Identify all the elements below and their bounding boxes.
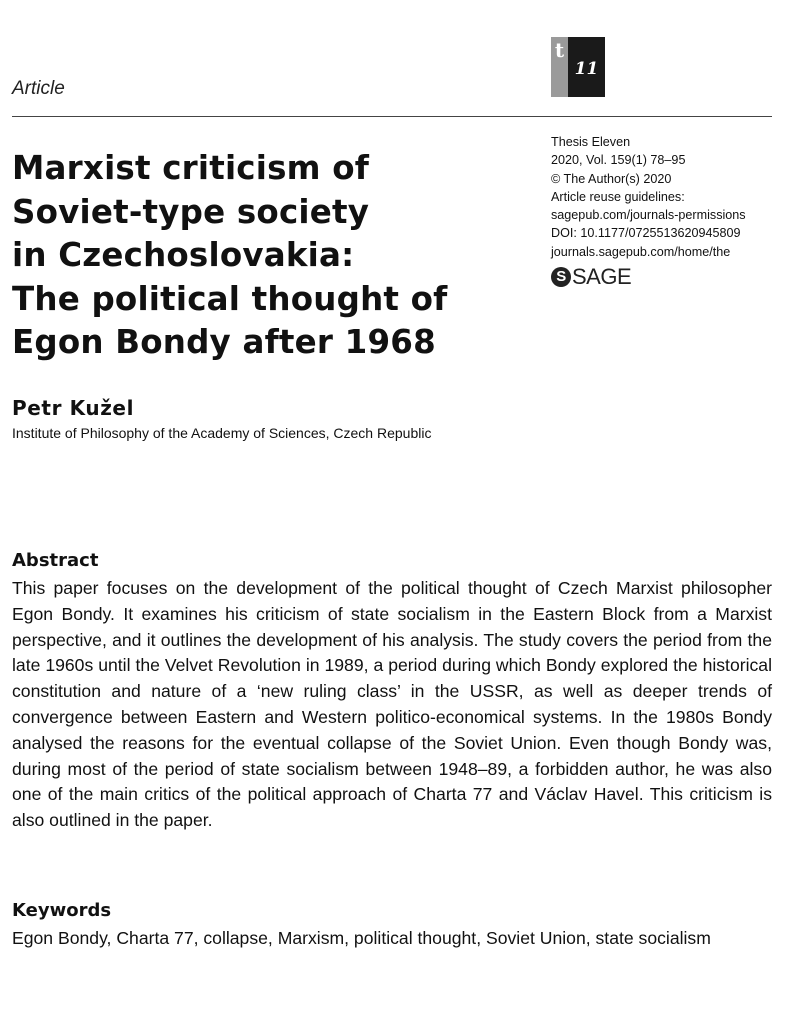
logo-number: 11 (568, 37, 605, 97)
author-name: Petr Kužel (12, 396, 135, 420)
copyright: © The Author(s) 2020 (551, 171, 672, 186)
journal-info (551, 133, 791, 261)
publisher-logo (551, 264, 631, 290)
keywords-text: Egon Bondy, Charta 77, collapse, Marxism, political thought, Soviet Union, state socialism (12, 928, 711, 948)
keywords-heading: Keywords (12, 900, 112, 921)
journal-logo (551, 37, 605, 97)
author-affiliation: Institute of Philosophy of the Academy of Sciences, Czech Republic (12, 425, 432, 441)
title-line: Egon Bondy after 1968 (12, 323, 436, 361)
title-line: Soviet-type society (12, 192, 370, 231)
abstract-heading: Abstract (12, 550, 99, 571)
doi[interactable]: DOI: 10.1177/0725513620945809 (551, 226, 741, 241)
publisher-mark: S (551, 267, 571, 287)
journal-volume: 2020, Vol. 159(1) 78–95 (551, 153, 686, 168)
title-line: in Czechoslovakia: (12, 236, 355, 274)
journal-homepage-link[interactable]: journals.sagepub.com/home/the (551, 244, 731, 259)
permissions-link[interactable]: sagepub.com/journals-permissions (551, 208, 746, 223)
header-divider (12, 116, 772, 117)
article-title (12, 147, 532, 365)
reuse-guidelines-label: Article reuse guidelines: (551, 189, 685, 204)
title-line: Marxist criticism of (12, 149, 370, 187)
publisher-name: SAGE (572, 264, 632, 289)
logo-letter: t (551, 37, 568, 97)
title-line: The political thought of (12, 279, 448, 318)
abstract-text: This paper focuses on the development of the political thought of Czech Marxist philosopher Egon Bondy. It examines his criticism of state socialism in the Eastern Block from a Marxist perspective, and it outlines the development of his analysis. The study covers the period from the late 1960s until the Velvet Revolution in 1989, a period during which Bondy explored the historical constitution and nature of a ‘new ruling class’ in the USSR, as well as deeper trends of convergence between Eastern and Western politico-economical systems. In the 1980s Bondy analysed the reasons for the eventual collapse of the Soviet Union. Even though Bondy was, during most of the period of state socialism between 1948–89, a forbidden author, he was also one of the main critics of the political approach of Charta 77 and Václav Havel. This criticism is also outlined in the paper. (12, 578, 772, 831)
journal-name: Thesis Eleven (551, 135, 631, 149)
section-label: Article (12, 78, 65, 99)
